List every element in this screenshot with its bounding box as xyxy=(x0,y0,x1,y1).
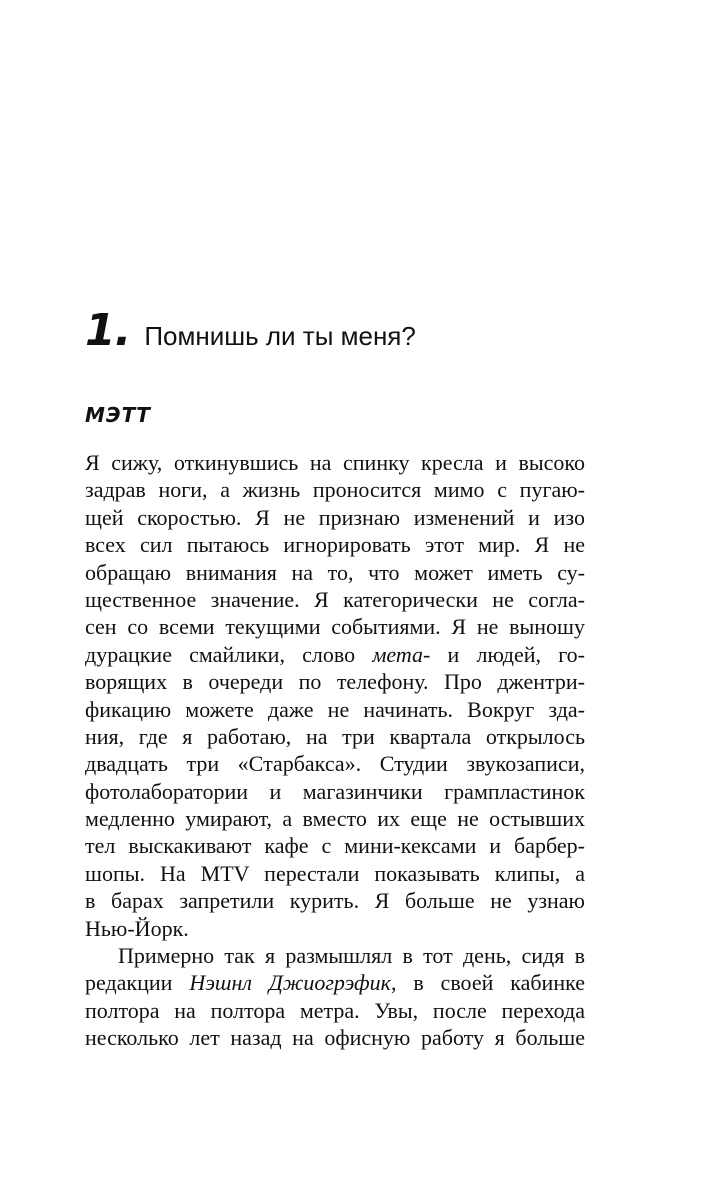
text-segment: обращаю внимания на то, что может иметь су- xyxy=(85,559,585,585)
text-line xyxy=(85,449,585,476)
text-segment: ворящих в очереди по телефону. Про джентри- xyxy=(85,669,585,695)
chapter-number: 1. xyxy=(85,305,131,356)
text-segment: полтора на полтора метра. Увы, после перехода xyxy=(85,997,585,1023)
text-line xyxy=(85,696,585,723)
text-segment: Примерно так я размышлял в тот день, сидя в xyxy=(118,943,585,969)
text-segment: тел выскакивают кафе с мини-кексами и барбер- xyxy=(85,833,585,859)
text-segment: Я сижу, откинувшись на спинку кресла и высоко xyxy=(85,450,585,475)
text-line xyxy=(85,860,585,887)
text-line xyxy=(85,586,585,613)
text-segment: в барах запретили курить. Я больше не узнаю xyxy=(85,888,585,914)
text-line xyxy=(85,531,585,558)
text-line xyxy=(85,641,585,668)
text-segment: шопы. На MTV перестали показывать клипы, а xyxy=(85,860,585,886)
text-segment: медленно умирают, а вместо их еще не остывших xyxy=(85,806,585,832)
text-segment: сен со всеми текущими событиями. Я не выношу xyxy=(85,614,585,640)
text-line xyxy=(85,613,585,640)
text-line xyxy=(85,915,585,942)
text-line xyxy=(85,942,585,969)
text-line xyxy=(85,887,585,914)
text-segment: щественное значение. Я категорически не согла- xyxy=(85,586,585,612)
text-segment: задрав ноги, а жизнь проносится мимо с пугаю- xyxy=(85,477,585,503)
text-line xyxy=(85,805,585,832)
text-segment: щей скоростью. Я не признаю изменений и изо xyxy=(85,504,585,530)
text-line xyxy=(85,832,585,859)
text-segment: и людей, го- xyxy=(430,641,585,667)
italic-text: Нэшнл Джиогрэфик xyxy=(189,970,391,996)
text-segment: фотолаборатории и магазинчики грампластинок xyxy=(85,778,585,804)
text-segment: Нью-Йорк. xyxy=(85,915,189,941)
text-line xyxy=(85,559,585,586)
text-line xyxy=(85,504,585,531)
text-segment: всех сил пытаюсь игнорировать этот мир. Я не xyxy=(85,532,585,558)
text-line xyxy=(85,476,585,503)
text-line xyxy=(85,1024,585,1051)
text-segment: дурацкие смайлики, слово xyxy=(85,641,373,667)
text-segment: ния, где я работаю, на три квартала открылось xyxy=(85,723,585,749)
body-text xyxy=(85,449,585,1052)
text-line xyxy=(85,778,585,805)
text-segment: несколько лет назад на офисную работу я больше xyxy=(85,1025,585,1051)
italic-text: мета- xyxy=(372,641,431,667)
chapter-title: Помнишь ли ты меня? xyxy=(144,321,416,351)
text-segment: двадцать три «Старбакса». Студии звукозаписи, xyxy=(85,751,585,777)
chapter-heading xyxy=(85,305,416,356)
text-line xyxy=(85,723,585,750)
text-segment: фикацию можете даже не начинать. Вокруг зда- xyxy=(85,696,585,722)
text-line xyxy=(85,969,585,996)
text-line xyxy=(85,750,585,777)
text-segment: , в своей кабинке xyxy=(390,970,585,996)
narrator-name: МЭТТ xyxy=(85,403,151,427)
text-line xyxy=(85,668,585,695)
text-segment: редакции xyxy=(85,970,190,996)
text-line xyxy=(85,997,585,1024)
